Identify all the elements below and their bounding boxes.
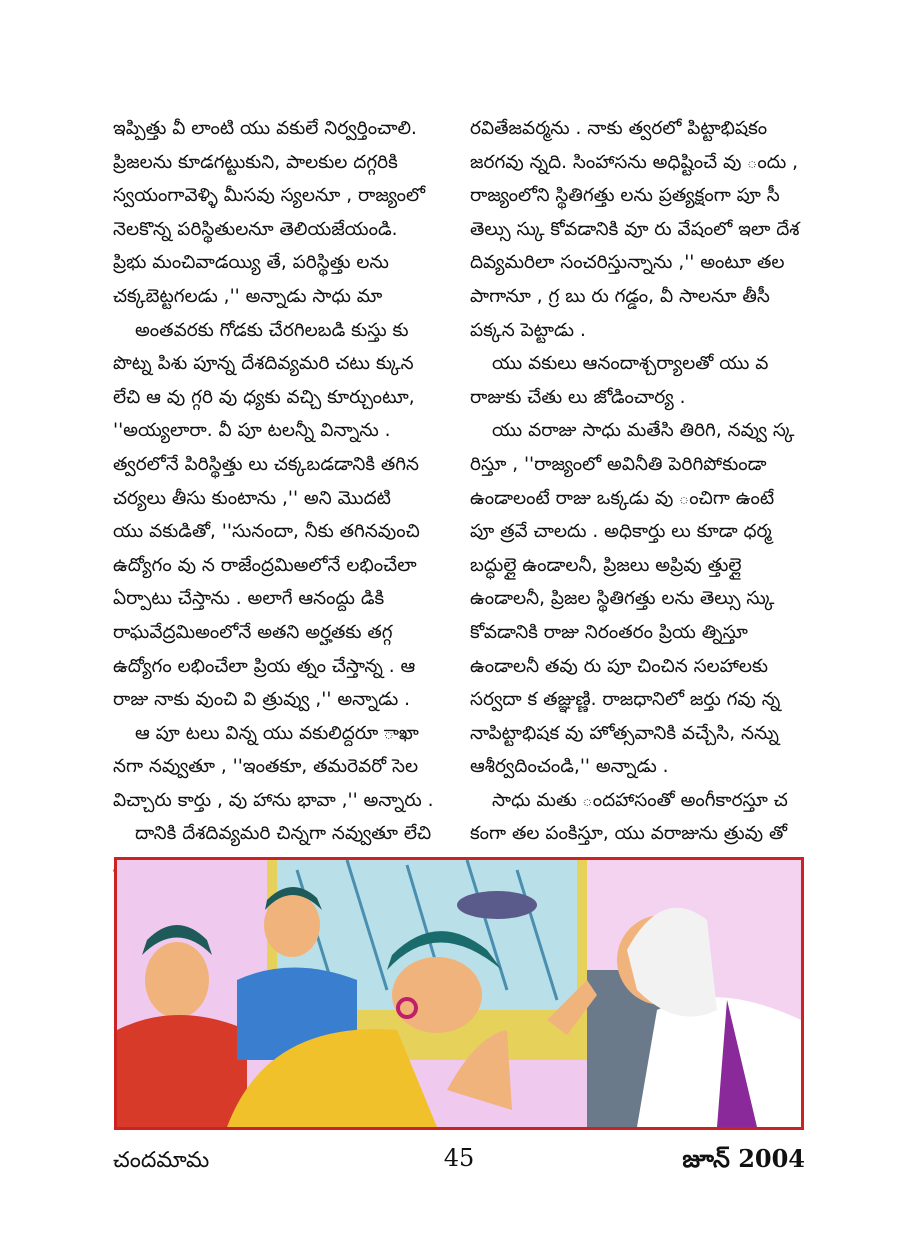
text-line: బద్ధుల్లై ఉండాలనీ, ప్రిజలు అప్రివు త్తుల్లై: [470, 554, 742, 576]
text-line: తెల్సు స్కు కోవడానికి వూ రు వేషంలో ఇలా దేశ: [470, 218, 800, 240]
text-line: నాపిట్టాభిషక వు హోత్సవానికి వచ్చేసి, నన్ను: [470, 722, 779, 744]
text-line: ఉండాలంటే రాజు ఒక్కడు వు ంచిగా ఉంటే: [470, 487, 775, 509]
text-line: పక్కన పెట్టాడు .: [470, 319, 586, 341]
text-line: యు వకులు ఆనందాశ్చర్యాలతో యు వ: [492, 353, 769, 375]
text-line: పూ త్రవే చాలదు . అధికార్తు లు కూడా ధర్మ: [470, 521, 772, 543]
illustration-art: [117, 860, 801, 1127]
text-line: త్వరలోనే పిరిస్థిత్తు లు చక్కబడడానికి తగిన: [113, 453, 420, 475]
text-line: ప్రిజలను కూడగట్టుకుని, పాలకుల దగ్గరికి: [113, 151, 398, 173]
issue-date: జూన్ 2004: [682, 1144, 805, 1173]
text-line: ఆశీర్వదించండి,'' అన్నాడు .: [470, 756, 669, 778]
left-column: [113, 112, 463, 885]
text-line: పాగానూ , గ్ర బు రు గడ్డం, వీ సాలనూ తీసీ: [470, 285, 770, 307]
text-line: రాజ్యంలోని స్థితిగత్తు లను ప్రత్యక్షంగా పూ సీ: [470, 185, 780, 207]
text-line: సాధు మతు ందహాసంతో అంగీకారస్తూ చ: [492, 789, 788, 811]
page-footer: [113, 1140, 805, 1180]
text-line: రాఘవేద్రమిఅంలోనే అతని అర్హతకు తగ్గ: [113, 621, 393, 643]
text-line: చక్కబెట్టగలడు ,'' అన్నాడు సాధు మా: [113, 285, 383, 307]
text-line: జరగవు న్నది. సింహాసను అధిష్టించే వు ందు ,: [470, 151, 799, 173]
text-line: దానికి దేశదివ్యమరి చిన్నగా నవ్వుతూ లేచి: [135, 823, 432, 845]
text-line: నెలకొన్న పరిస్థితులనూ తెలియజేయండి.: [113, 218, 398, 240]
text-line: అంతవరకు గోడకు చేరగిలబడి కుస్తు కు: [135, 319, 409, 341]
text-line: రిస్తూ , ''రాజ్యంలో అవినీతి పెరిగిపోకుండా: [470, 453, 767, 475]
text-line: యు వకుడితో, ''సునందా, నీకు తగినవుంచి: [113, 521, 420, 543]
text-line: ప్రిభు మంచివాడయ్యి తే, పరిస్థిత్తు లను: [113, 252, 389, 274]
text-line: రాజుకు చేతు లు జోడించార్య .: [470, 386, 686, 408]
text-line: ఉండాలనీ తవు రు పూ చించిన సలహాలకు: [470, 655, 769, 677]
text-line: సర్వదా క తజ్ఞుణ్ణి. రాజధానిలో జర్తు గవు న్న: [470, 689, 781, 711]
text-line: పొట్న పిశు పూన్న దేశదివ్యమరి చటు క్కున: [113, 353, 414, 375]
text-line: రవితేజవర్మను . నాకు త్వరలో పిట్టాభిషకం: [470, 118, 768, 139]
text-line: ఏర్పాటు చేస్తాను . అలాగే ఆనంద్దు డికి: [113, 588, 385, 610]
magazine-name: చందమామ: [113, 1148, 210, 1173]
text-line: ఇప్పిత్తు వీ లాంటి యు వకులే నిర్వర్తించాలి.: [113, 118, 417, 139]
text-line: ఉండాలనీ, ప్రిజల స్థితిగత్తు లను తెల్సు స్కు: [470, 588, 775, 610]
text-line: ఆ పూ టలు విన్న యు వకులిద్దరూ ాఖా: [135, 722, 419, 744]
text-line: స్వయంగావెళ్ళి మీసవు స్యలనూ , రాజ్యంలో: [113, 185, 426, 207]
text-line: ఉద్యోగం వు న రాజేంద్రమిఅలోనే లభించేలా: [113, 554, 417, 576]
story-illustration: [114, 857, 804, 1130]
text-line: యు వరాజు సాధు మతేసి తిరిగి, నవ్వు స్క: [492, 420, 795, 442]
right-column: [470, 112, 820, 885]
text-line: దివ్యమరిలా సంచరిస్తున్నాను ,'' అంటూ తల: [470, 252, 785, 274]
page-number: 45: [443, 1144, 475, 1172]
text-line: విచ్చారు కార్తు , వు హాను భావా ,'' అన్నారు .: [113, 789, 434, 811]
text-line: ''అయ్యలారా. వీ పూ టలన్నీ విన్నాను .: [113, 420, 391, 442]
text-line: కంగా తల పంకిస్తూ, యు వరాజును త్రువు తో: [470, 823, 788, 845]
text-line: ఉద్యోగం లభించేలా ప్రియ త్నం చేస్తాన్న . ఆ: [113, 655, 416, 677]
text-line: లేచి ఆ వు గ్గరి వు ధ్యకు వచ్చి కూర్చుంటూ,: [113, 386, 415, 408]
text-line: రాజు నాకు వుంచి వి త్రువ్వు ,'' అన్నాడు .: [113, 689, 410, 711]
text-line: కోవడానికి రాజు నిరంతరం ప్రియ త్నిస్తూ: [470, 621, 748, 643]
text-line: నగా నవ్వుతూ , ''ఇంతకూ, తమరెవరో సెల: [113, 756, 419, 778]
text-line: చర్యలు తీసు కుంటాను ,'' అని మొదటి: [113, 487, 391, 509]
